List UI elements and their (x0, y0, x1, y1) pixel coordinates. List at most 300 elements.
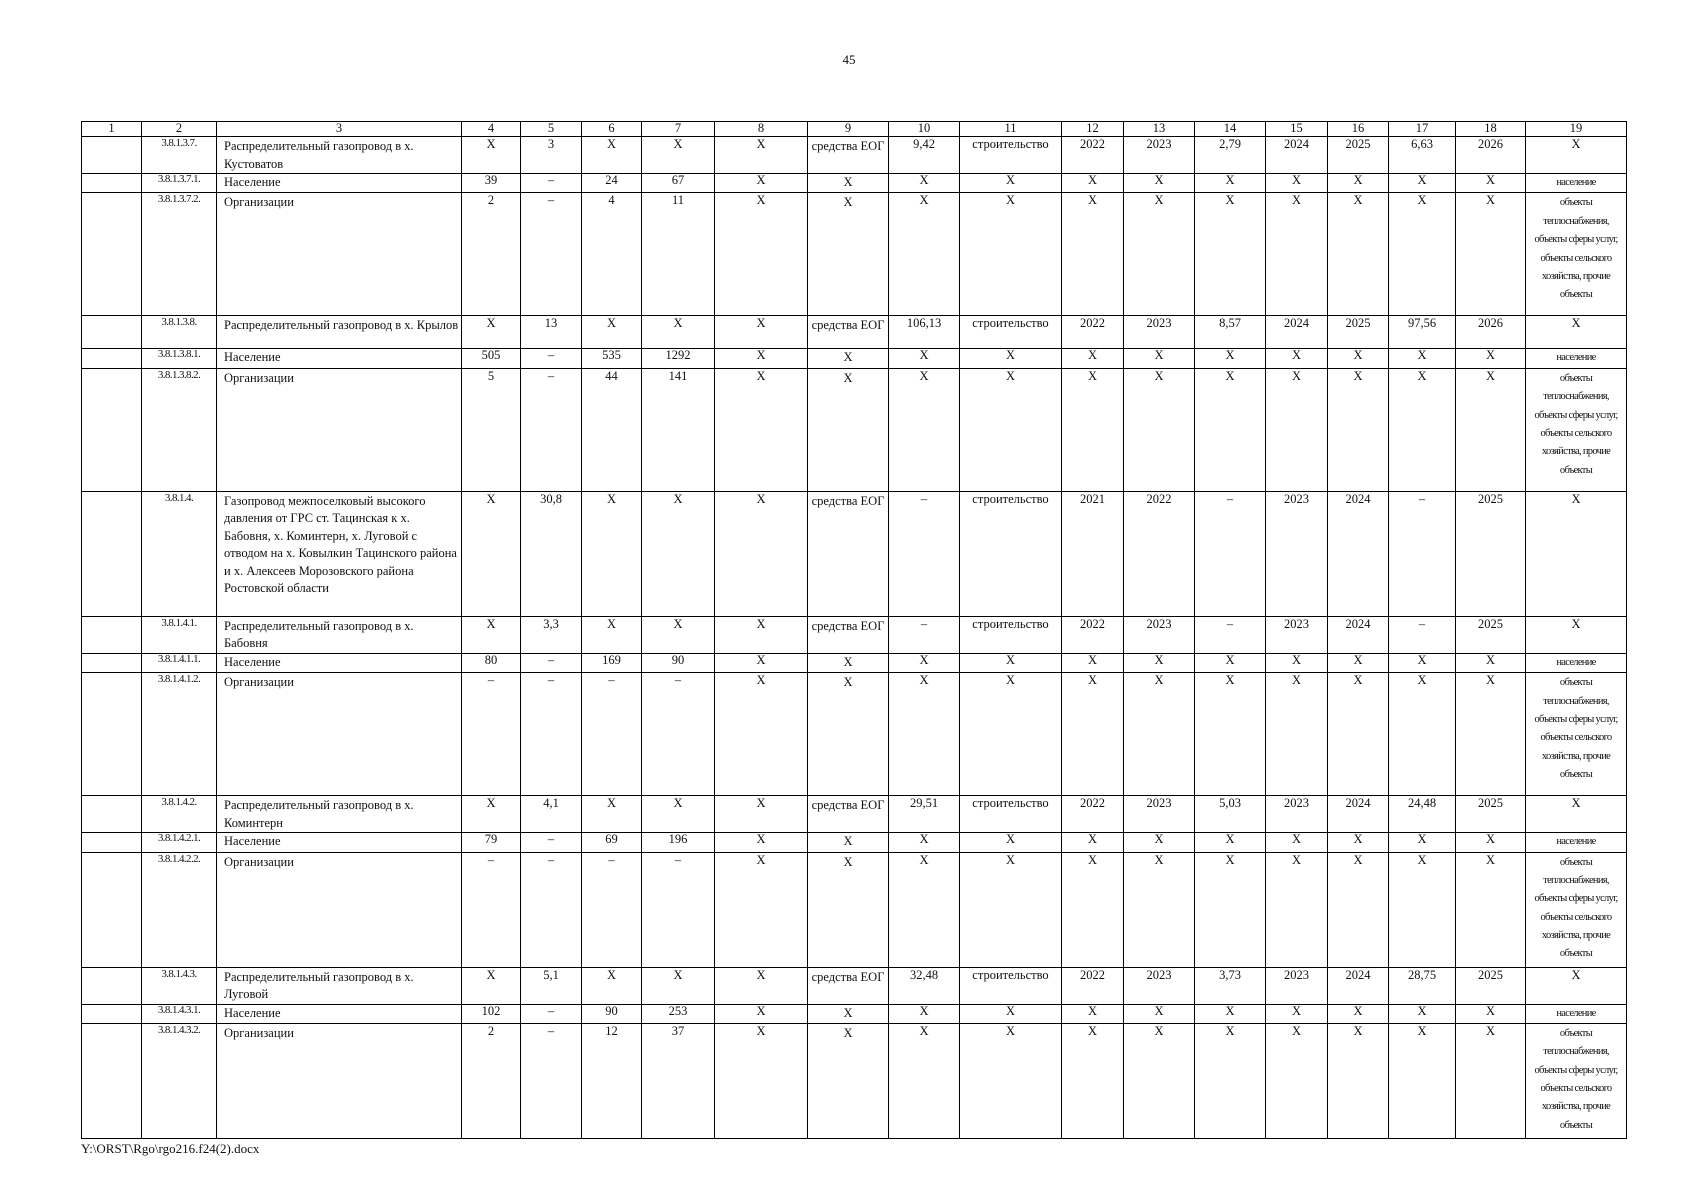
cell-c14: 8,57 (1195, 316, 1266, 349)
cell-c5: – (521, 174, 582, 193)
cell-c4: – (462, 673, 521, 796)
cell-c11: строительство (960, 616, 1062, 653)
item-name: Население (217, 653, 462, 672)
cell-c14: Х (1195, 852, 1266, 967)
cell-c11: Х (960, 833, 1062, 852)
cell-c4: – (462, 852, 521, 967)
item-code: 3.8.1.3.8. (142, 316, 217, 349)
cell-c7: Х (642, 616, 715, 653)
cell-c16: Х (1328, 653, 1389, 672)
cell-c8: Х (715, 796, 808, 833)
cell-c7: – (642, 673, 715, 796)
cell-c4: Х (462, 137, 521, 174)
cell-c16: 2024 (1328, 967, 1389, 1004)
cell-c15: 2023 (1266, 967, 1328, 1004)
cell-c13: Х (1124, 174, 1195, 193)
cell-col-1 (82, 349, 142, 368)
cell-c14: Х (1195, 193, 1266, 316)
cell-c15: Х (1266, 349, 1328, 368)
consumer-category: Х (1526, 616, 1627, 653)
cell-c4: 79 (462, 833, 521, 852)
cell-c6: 535 (582, 349, 642, 368)
table-row (82, 1004, 1627, 1023)
cell-c14: – (1195, 491, 1266, 616)
cell-c16: Х (1328, 833, 1389, 852)
item-code: 3.8.1.4.2. (142, 796, 217, 833)
cell-c11: Х (960, 653, 1062, 672)
cell-c4: Х (462, 967, 521, 1004)
cell-col-1 (82, 967, 142, 1004)
cell-c18: 2026 (1456, 137, 1526, 174)
cell-c14: 5,03 (1195, 796, 1266, 833)
cell-c12: Х (1062, 174, 1124, 193)
cell-c11: Х (960, 349, 1062, 368)
item-name: Население (217, 174, 462, 193)
cell-c18: Х (1456, 193, 1526, 316)
cell-c7: 37 (642, 1023, 715, 1138)
item-code: 3.8.1.4.3.1. (142, 1004, 217, 1023)
table-row (82, 1023, 1627, 1138)
cell-c12: Х (1062, 193, 1124, 316)
item-name: Организации (217, 673, 462, 796)
consumer-category: население (1526, 833, 1627, 852)
cell-c13: Х (1124, 349, 1195, 368)
table-row (82, 193, 1627, 316)
item-code: 3.8.1.4. (142, 491, 217, 616)
cell-c16: Х (1328, 174, 1389, 193)
cell-c7: 90 (642, 653, 715, 672)
cell-c5: 3 (521, 137, 582, 174)
cell-c14: 2,79 (1195, 137, 1266, 174)
cell-c15: Х (1266, 673, 1328, 796)
cell-col-1 (82, 1023, 142, 1138)
cell-c12: Х (1062, 1023, 1124, 1138)
funding-source: средства ЕОГ (808, 137, 889, 174)
cell-c8: Х (715, 852, 808, 967)
cell-c10: Х (889, 833, 960, 852)
cell-c18: Х (1456, 673, 1526, 796)
cell-c14: Х (1195, 833, 1266, 852)
cell-c18: 2025 (1456, 491, 1526, 616)
cell-c5: – (521, 833, 582, 852)
cell-c4: 102 (462, 1004, 521, 1023)
cell-c17: 97,56 (1389, 316, 1456, 349)
item-code: 3.8.1.3.8.2. (142, 368, 217, 491)
cell-c8: Х (715, 1023, 808, 1138)
cell-c15: Х (1266, 174, 1328, 193)
cell-c18: Х (1456, 1023, 1526, 1138)
cell-c14: Х (1195, 653, 1266, 672)
cell-c6: Х (582, 796, 642, 833)
consumer-category: объекты теплоснабжения, объекты сферы услуг, объекты сельского хозяйства, прочие объекты (1526, 852, 1627, 967)
cell-c6: 24 (582, 174, 642, 193)
table-row (82, 653, 1627, 672)
cell-c7: Х (642, 491, 715, 616)
cell-c5: 5,1 (521, 967, 582, 1004)
funding-source: Х (808, 174, 889, 193)
cell-c12: Х (1062, 368, 1124, 491)
cell-c7: 11 (642, 193, 715, 316)
item-code: 3.8.1.4.2.2. (142, 852, 217, 967)
cell-c14: Х (1195, 1004, 1266, 1023)
cell-c11: Х (960, 1023, 1062, 1138)
consumer-category: население (1526, 174, 1627, 193)
cell-c5: – (521, 673, 582, 796)
cell-col-1 (82, 316, 142, 349)
table-body (82, 137, 1627, 1139)
cell-col-1 (82, 1004, 142, 1023)
cell-c16: Х (1328, 852, 1389, 967)
item-code: 3.8.1.4.1.1. (142, 653, 217, 672)
funding-source: средства ЕОГ (808, 491, 889, 616)
cell-c10: Х (889, 1023, 960, 1138)
item-code: 3.8.1.4.3.2. (142, 1023, 217, 1138)
cell-c5: – (521, 1023, 582, 1138)
cell-c11: строительство (960, 796, 1062, 833)
cell-c16: Х (1328, 368, 1389, 491)
cell-c10: – (889, 616, 960, 653)
cell-c10: 106,13 (889, 316, 960, 349)
consumer-category: Х (1526, 316, 1627, 349)
item-code: 3.8.1.4.1.2. (142, 673, 217, 796)
cell-c8: Х (715, 316, 808, 349)
cell-c11: строительство (960, 137, 1062, 174)
column-header-5: 5 (521, 122, 582, 137)
cell-c13: 2022 (1124, 491, 1195, 616)
cell-c18: Х (1456, 653, 1526, 672)
item-code: 3.8.1.3.8.1. (142, 349, 217, 368)
item-code: 3.8.1.3.7. (142, 137, 217, 174)
cell-c10: Х (889, 673, 960, 796)
column-header-15: 15 (1266, 122, 1328, 137)
cell-c11: строительство (960, 967, 1062, 1004)
cell-c10: Х (889, 193, 960, 316)
column-header-19: 19 (1526, 122, 1627, 137)
item-name: Распределительный газопровод в х. Луговой (217, 967, 462, 1004)
cell-c11: Х (960, 1004, 1062, 1023)
cell-c15: Х (1266, 193, 1328, 316)
cell-c14: Х (1195, 673, 1266, 796)
cell-col-1 (82, 193, 142, 316)
cell-c12: Х (1062, 349, 1124, 368)
cell-c10: Х (889, 349, 960, 368)
cell-c6: Х (582, 491, 642, 616)
consumer-category: объекты теплоснабжения, объекты сферы услуг, объекты сельского хозяйства, прочие объекты (1526, 368, 1627, 491)
cell-c15: 2024 (1266, 137, 1328, 174)
header-row (82, 122, 1627, 137)
cell-c15: Х (1266, 1004, 1328, 1023)
table-row (82, 616, 1627, 653)
funding-source: Х (808, 852, 889, 967)
table-row (82, 491, 1627, 616)
cell-c17: – (1389, 616, 1456, 653)
cell-c13: Х (1124, 852, 1195, 967)
funding-source: Х (808, 349, 889, 368)
cell-c5: 3,3 (521, 616, 582, 653)
table-row (82, 833, 1627, 852)
cell-c16: Х (1328, 1004, 1389, 1023)
cell-c17: Х (1389, 1023, 1456, 1138)
funding-source: средства ЕОГ (808, 616, 889, 653)
table-row (82, 174, 1627, 193)
cell-c11: строительство (960, 316, 1062, 349)
column-header-1: 1 (82, 122, 142, 137)
cell-c14: Х (1195, 368, 1266, 491)
cell-c7: Х (642, 796, 715, 833)
cell-c8: Х (715, 368, 808, 491)
cell-c7: Х (642, 316, 715, 349)
column-header-8: 8 (715, 122, 808, 137)
funding-source: средства ЕОГ (808, 967, 889, 1004)
cell-c17: 28,75 (1389, 967, 1456, 1004)
cell-c4: 505 (462, 349, 521, 368)
cell-c17: Х (1389, 174, 1456, 193)
cell-c15: 2023 (1266, 616, 1328, 653)
cell-c13: 2023 (1124, 796, 1195, 833)
column-header-13: 13 (1124, 122, 1195, 137)
cell-c15: 2023 (1266, 796, 1328, 833)
cell-c14: Х (1195, 1023, 1266, 1138)
cell-c7: 253 (642, 1004, 715, 1023)
cell-c4: 5 (462, 368, 521, 491)
cell-c5: 30,8 (521, 491, 582, 616)
cell-c4: 2 (462, 1023, 521, 1138)
cell-col-1 (82, 673, 142, 796)
cell-c11: Х (960, 174, 1062, 193)
column-header-9: 9 (808, 122, 889, 137)
cell-c14: – (1195, 616, 1266, 653)
cell-c8: Х (715, 673, 808, 796)
cell-c5: – (521, 653, 582, 672)
cell-c17: Х (1389, 368, 1456, 491)
item-name: Распределительный газопровод в х. Кустоватов (217, 137, 462, 174)
column-header-11: 11 (960, 122, 1062, 137)
cell-c4: Х (462, 796, 521, 833)
cell-c7: 196 (642, 833, 715, 852)
cell-c8: Х (715, 967, 808, 1004)
cell-c4: Х (462, 316, 521, 349)
item-code: 3.8.1.3.7.1. (142, 174, 217, 193)
cell-c7: 67 (642, 174, 715, 193)
cell-c5: – (521, 368, 582, 491)
cell-c7: 141 (642, 368, 715, 491)
cell-c12: 2022 (1062, 796, 1124, 833)
item-name: Организации (217, 368, 462, 491)
cell-c8: Х (715, 1004, 808, 1023)
cell-c7: – (642, 852, 715, 967)
cell-c8: Х (715, 193, 808, 316)
footer-file-path: Y:\ORST\Rgo\rgo216.f24(2).docx (81, 1141, 260, 1156)
item-name: Распределительный газопровод в х. Бабовня (217, 616, 462, 653)
cell-c12: 2022 (1062, 137, 1124, 174)
cell-c10: Х (889, 852, 960, 967)
cell-c8: Х (715, 653, 808, 672)
column-header-3: 3 (217, 122, 462, 137)
cell-c7: Х (642, 137, 715, 174)
cell-c14: Х (1195, 349, 1266, 368)
item-name: Организации (217, 193, 462, 316)
cell-c7: 1292 (642, 349, 715, 368)
cell-c16: Х (1328, 1023, 1389, 1138)
cell-c8: Х (715, 616, 808, 653)
column-header-18: 18 (1456, 122, 1526, 137)
cell-c6: 169 (582, 653, 642, 672)
cell-c8: Х (715, 174, 808, 193)
cell-c4: Х (462, 616, 521, 653)
column-header-4: 4 (462, 122, 521, 137)
cell-c18: Х (1456, 833, 1526, 852)
funding-source: Х (808, 1004, 889, 1023)
item-code: 3.8.1.4.1. (142, 616, 217, 653)
cell-c4: 80 (462, 653, 521, 672)
cell-c10: 9,42 (889, 137, 960, 174)
cell-c14: Х (1195, 174, 1266, 193)
cell-c12: Х (1062, 1004, 1124, 1023)
consumer-category: Х (1526, 137, 1627, 174)
cell-col-1 (82, 852, 142, 967)
gas-pipeline-table (81, 121, 1627, 1139)
cell-c18: Х (1456, 1004, 1526, 1023)
funding-source: средства ЕОГ (808, 316, 889, 349)
cell-c15: Х (1266, 653, 1328, 672)
column-header-17: 17 (1389, 122, 1456, 137)
cell-col-1 (82, 616, 142, 653)
cell-c5: 4,1 (521, 796, 582, 833)
consumer-category: Х (1526, 796, 1627, 833)
cell-c5: – (521, 1004, 582, 1023)
cell-c11: Х (960, 193, 1062, 316)
cell-c17: Х (1389, 193, 1456, 316)
cell-c15: 2023 (1266, 491, 1328, 616)
cell-c12: Х (1062, 852, 1124, 967)
cell-c12: Х (1062, 653, 1124, 672)
item-name: Организации (217, 852, 462, 967)
funding-source: Х (808, 368, 889, 491)
cell-c17: 6,63 (1389, 137, 1456, 174)
cell-c12: 2021 (1062, 491, 1124, 616)
cell-col-1 (82, 796, 142, 833)
cell-c11: Х (960, 673, 1062, 796)
cell-c10: Х (889, 368, 960, 491)
cell-c17: 24,48 (1389, 796, 1456, 833)
cell-c6: 90 (582, 1004, 642, 1023)
cell-c17: Х (1389, 1004, 1456, 1023)
cell-col-1 (82, 833, 142, 852)
cell-c4: 2 (462, 193, 521, 316)
table-row (82, 349, 1627, 368)
cell-c17: Х (1389, 673, 1456, 796)
cell-c6: Х (582, 616, 642, 653)
cell-c16: Х (1328, 349, 1389, 368)
cell-c17: Х (1389, 833, 1456, 852)
cell-col-1 (82, 368, 142, 491)
cell-c17: Х (1389, 349, 1456, 368)
cell-c18: 2025 (1456, 796, 1526, 833)
cell-c6: 44 (582, 368, 642, 491)
cell-c5: 13 (521, 316, 582, 349)
table-row (82, 673, 1627, 796)
column-header-16: 16 (1328, 122, 1389, 137)
item-name: Распределительный газопровод в х. Крылов (217, 316, 462, 349)
table-row (82, 852, 1627, 967)
cell-c10: – (889, 491, 960, 616)
cell-c11: строительство (960, 491, 1062, 616)
cell-c6: – (582, 673, 642, 796)
page-number: 45 (842, 52, 856, 67)
cell-c8: Х (715, 349, 808, 368)
funding-source: Х (808, 673, 889, 796)
cell-c5: – (521, 349, 582, 368)
cell-c10: 29,51 (889, 796, 960, 833)
cell-c18: Х (1456, 852, 1526, 967)
cell-c13: 2023 (1124, 967, 1195, 1004)
consumer-category: Х (1526, 967, 1627, 1004)
cell-c18: Х (1456, 349, 1526, 368)
cell-c15: Х (1266, 368, 1328, 491)
table-row (82, 368, 1627, 491)
cell-c11: Х (960, 852, 1062, 967)
cell-c10: 32,48 (889, 967, 960, 1004)
cell-c13: Х (1124, 1023, 1195, 1138)
cell-c5: – (521, 852, 582, 967)
item-code: 3.8.1.4.3. (142, 967, 217, 1004)
cell-c16: 2024 (1328, 491, 1389, 616)
consumer-category: население (1526, 1004, 1627, 1023)
cell-c8: Х (715, 833, 808, 852)
cell-c13: Х (1124, 193, 1195, 316)
column-header-6: 6 (582, 122, 642, 137)
cell-c6: Х (582, 137, 642, 174)
cell-c8: Х (715, 491, 808, 616)
cell-c10: Х (889, 653, 960, 672)
cell-c15: Х (1266, 1023, 1328, 1138)
cell-c13: Х (1124, 673, 1195, 796)
cell-col-1 (82, 174, 142, 193)
cell-c12: 2022 (1062, 616, 1124, 653)
cell-c18: 2025 (1456, 967, 1526, 1004)
cell-c17: Х (1389, 653, 1456, 672)
cell-c12: 2022 (1062, 967, 1124, 1004)
cell-c13: 2023 (1124, 316, 1195, 349)
table-row (82, 137, 1627, 174)
column-header-2: 2 (142, 122, 217, 137)
cell-c13: Х (1124, 368, 1195, 491)
cell-c6: – (582, 852, 642, 967)
cell-c10: Х (889, 174, 960, 193)
consumer-category: население (1526, 349, 1627, 368)
cell-c6: 69 (582, 833, 642, 852)
cell-c7: Х (642, 967, 715, 1004)
cell-c15: Х (1266, 852, 1328, 967)
cell-c4: 39 (462, 174, 521, 193)
cell-c13: 2023 (1124, 137, 1195, 174)
item-name: Газопровод межпоселковый высокого давления от ГРС ст. Тацинская к х. Бабовня, х. Коминтерн, х. Луговой с отводом на х. Ковылкин Тацинского района и х. Алексеев Морозовского района Ростовской области (217, 491, 462, 616)
cell-c6: Х (582, 967, 642, 1004)
item-name: Распределительный газопровод в х. Коминтерн (217, 796, 462, 833)
cell-c17: – (1389, 491, 1456, 616)
cell-c16: Х (1328, 193, 1389, 316)
table-row (82, 316, 1627, 349)
funding-source: Х (808, 1023, 889, 1138)
item-code: 3.8.1.3.7.2. (142, 193, 217, 316)
cell-c16: 2025 (1328, 316, 1389, 349)
funding-source: Х (808, 193, 889, 316)
cell-c18: 2026 (1456, 316, 1526, 349)
column-header-10: 10 (889, 122, 960, 137)
item-name: Население (217, 833, 462, 852)
column-header-12: 12 (1062, 122, 1124, 137)
cell-c5: – (521, 193, 582, 316)
